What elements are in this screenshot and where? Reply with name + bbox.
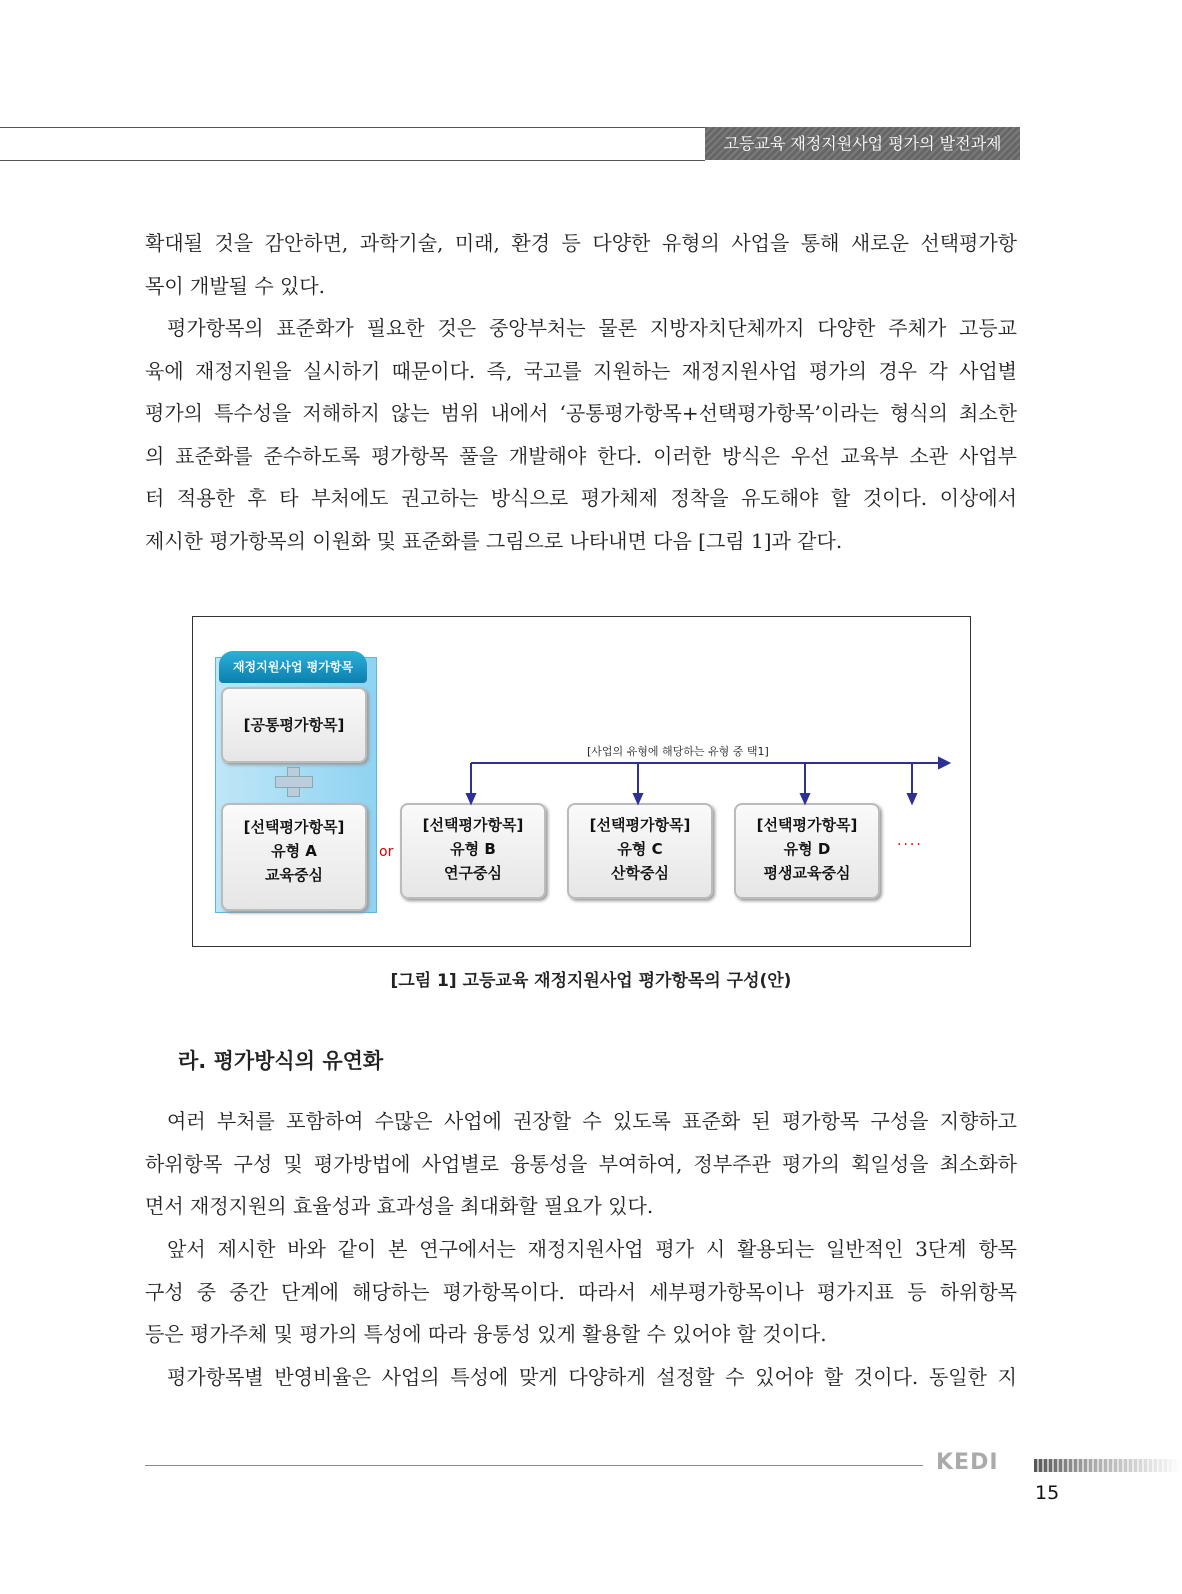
text-line: 육에 재정지원을 실시하기 때문이다. 즉, 국고를 지원하는 재정지원사업 평가의 경우 각 사업별 — [145, 359, 1017, 383]
type-name: 유형 A — [271, 842, 317, 860]
text-line: 평가항목별 반영비율은 사업의 특성에 맞게 다양하게 설정할 수 있어야 할 것이다. 동일한 지 — [167, 1365, 1017, 1389]
text-line: 구성 중 중간 단계에 해당하는 평가항목이다. 따라서 세부평가항목이나 평가지표 등 하위항목 — [145, 1280, 1017, 1304]
type-title: [선택평가항목] — [422, 816, 524, 834]
type-name: 유형 C — [617, 840, 663, 858]
figure-diagram — [192, 616, 971, 947]
text-line: 여러 부처를 포함하여 수많은 사업에 권장할 수 있도록 표준화 된 평가항목 구성을 지향하고 — [167, 1109, 1017, 1133]
text-line: 목이 개발될 수 있다. — [145, 274, 325, 298]
text-line: 확대될 것을 감안하면, 과학기술, 미래, 환경 등 다양한 유형의 사업을 통해 새로운 선택평가항 — [145, 231, 1017, 255]
or-label: or — [379, 844, 394, 860]
text-line: 하위항목 구성 및 평가방법에 사업별로 융통성을 부여하여, 정부주관 평가의 획일성을 최소화하 — [145, 1152, 1017, 1176]
panel-tab: 재정지원사업 평가항목 — [219, 651, 367, 683]
header-rule-bottom — [0, 160, 705, 161]
text-line: 평가항목의 표준화가 필요한 것은 중앙부처는 물론 지방자치단체까지 다양한 주체가 고등교 — [167, 316, 1017, 340]
footer-bar-stripes — [1034, 1459, 1182, 1472]
type-name: 유형 B — [450, 840, 496, 858]
figure-caption: [그림 1] 고등교육 재정지원사업 평가항목의 구성(안) — [390, 971, 792, 991]
text-line: 제시한 평가항목의 이원화 및 표준화를 그림으로 나타내면 다음 [그림 1]과 같다. — [145, 529, 843, 553]
ellipsis: ···· — [897, 837, 923, 853]
text-line: 평가의 특수성을 저해하지 않는 범위 내에서 ‘공통평가항목+선택평가항목’이라는 형식의 최소한 — [145, 401, 1017, 425]
type-focus: 산학중심 — [611, 864, 669, 882]
text-line: 터 적용한 후 타 부처에도 권고하는 방식으로 평가체제 정착을 유도해야 할 것이다. 이상에서 — [145, 486, 1017, 510]
type-name: 유형 D — [783, 840, 831, 858]
kedi-logo: KEDI — [936, 1450, 999, 1475]
running-title: 고등교육 재정지원사업 평가의 발전과제 — [705, 127, 1020, 160]
section-heading: 라. 평가방식의 유연화 — [178, 1049, 384, 1073]
text-line: 의 표준화를 준수하도록 평가항목 풀을 개발해야 한다. 이러한 방식은 우선 교육부 소관 사업부 — [145, 444, 1017, 468]
arrow-label: [사업의 유형에 해당하는 유형 중 택1] — [587, 745, 769, 758]
type-title: [선택평가항목] — [589, 816, 691, 834]
type-focus: 연구중심 — [444, 864, 502, 882]
footer-rule — [145, 1465, 923, 1466]
type-title: [선택평가항목] — [756, 816, 858, 834]
page-number: 15 — [1035, 1482, 1060, 1504]
text-line: 등은 평가주체 및 평가의 특성에 따라 융통성 있게 활용할 수 있어야 할 것이다. — [145, 1322, 827, 1346]
connector-arrows — [193, 617, 970, 946]
common-item-box: [공통평가항목] — [221, 687, 367, 763]
type-focus: 평생교육중심 — [763, 864, 851, 882]
text-line: 앞서 제시한 바와 같이 본 연구에서는 재정지원사업 평가 시 활용되는 일반적인 3단계 항목 — [167, 1237, 1017, 1261]
type-focus: 교육중심 — [265, 866, 323, 884]
type-title: [선택평가항목] — [243, 818, 345, 836]
text-line: 면서 재정지원의 효율성과 효과성을 최대화할 필요가 있다. — [145, 1194, 654, 1218]
